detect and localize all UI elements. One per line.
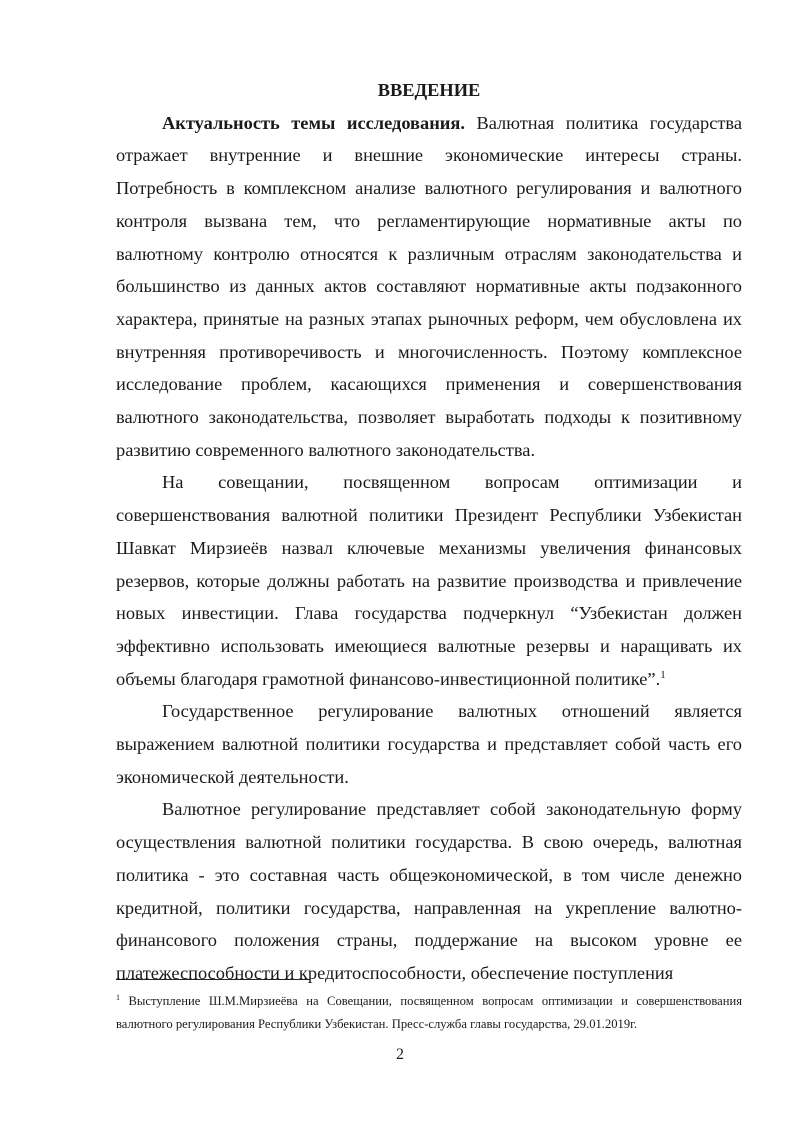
footnote	[116, 990, 742, 1036]
paragraph-meeting	[116, 466, 742, 695]
paragraph-text: Валютное регулирование представляет собой законодательную форму осуществления валютной политики государства. В свою очередь, валютная политика - это составная часть общеэкономической, в том числе денежно кредитной, политики государства, направленная на укрепление валютно-финансового положения страны, поддержание на высоком уровне ее платежеспособности и кредитоспособности, обеспечение поступления	[116, 799, 742, 983]
footnote-separator	[116, 979, 310, 980]
paragraph-text: Государственное регулирование валютных отношений является выражением валютной политики государства и представляет собой часть его экономической деятельности.	[116, 701, 742, 787]
footnote-text: Выступление Ш.М.Мирзиеёва на Совещании, посвященном вопросам оптимизации и совершенствования валютного регулирования Республики Узбекистан. Пресс-служба главы государства, 29.01.2019г.	[116, 994, 742, 1031]
section-title: ВВЕДЕНИЕ	[377, 80, 481, 100]
paragraph-text: На совещании, посвященном вопросам оптимизации и совершенствования валютной политики Президент Республики Узбекистан Шавкат Мирзиеёв назвал ключевые механизмы увеличения финансовых резервов, которые должны работать на развитие производства и привлечение новых инвестиции. Глава государства подчеркнул “Узбекистан должен эффективно использовать имеющиеся валютные резервы и наращивать их объемы благодаря грамотной финансово-инвестиционной политике”.	[116, 472, 742, 689]
footnote-reference[interactable]: 1	[660, 668, 666, 681]
paragraph-currency-regulation	[116, 793, 742, 989]
paragraph-text: Валютная политика государства отражает внутренние и внешние экономические интересы страны. Потребность в комплексном анализе валютного регулирования и валютного контроля вызвана тем, что регламентирующие нормативные акты по валютному контролю относятся к различным отраслям законодательства и большинство из данных актов составляют нормативные акты подзаконного характера, принятые на разных этапах рыночных реформ, чем обусловлена их внутренняя противоречивость и многочисленность. Поэтому комплексное исследование проблем, касающихся применения и совершенствования валютного законодательства, позволяет выработать подходы к позитивному развитию современного валютного законодательства.	[116, 112, 742, 460]
paragraph-state-regulation	[116, 695, 742, 793]
page-number: 2	[396, 1046, 404, 1063]
paragraph-relevance	[116, 107, 742, 467]
relevance-heading: Актуальность темы исследования.	[162, 112, 465, 133]
footnote-number: 1	[116, 993, 120, 1002]
page-body	[116, 74, 742, 990]
